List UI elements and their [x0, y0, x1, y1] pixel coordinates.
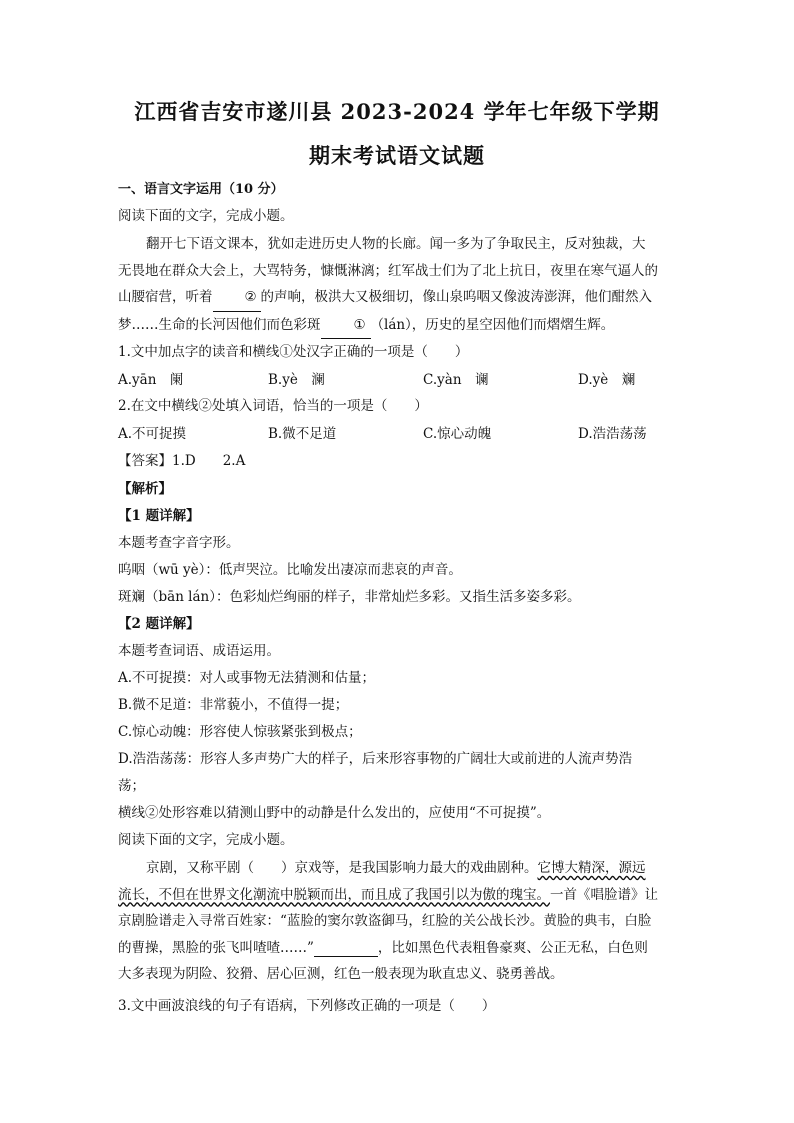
passage-1-part3: （lán），历史的星空因他们而熠熠生辉。 [370, 316, 615, 333]
question-2-detail-line: D.浩浩荡荡：形容人多声势广大的样子，后来形容事物的广阔壮大或前进的人流声势浩 [118, 751, 633, 767]
question-2-option-c: C.惊心动魄 [423, 426, 492, 442]
question-1-stem: 1.文中加点字的读音和横线①处汉字正确的一项是（ ） [118, 344, 469, 360]
analysis-heading: 【解析】 [118, 481, 172, 497]
question-1-option-c: C.yàn 谰 [423, 372, 489, 388]
passage-2-part3: ，比如黑色代表粗鲁豪爽、公正无私，白色则大多表现为阴险、狡猾、居心叵测，红色一般表现为耿直忠义、骁勇善战。 [118, 939, 648, 983]
wavy-underlined-sentence: 它博大精深，源远流长，不但在世界文化潮流中脱颖而出，而且成了我国引以为傲的瑰宝。 [118, 860, 646, 903]
question-2-stem: 2.在文中横线②处填入词语，恰当的一项是（ ） [118, 398, 428, 414]
question-2-detail-heading: 【2 题详解】 [118, 616, 200, 632]
question-2-detail-line: A.不可捉摸：对人或事物无法猜测和估量； [118, 670, 376, 686]
reading-instruction: 阅读下面的文字，完成小题。 [118, 208, 294, 224]
question-2-detail-line: C.惊心动魄：形容使人惊骇紧张到极点； [118, 724, 362, 740]
question-1-detail-line: 本题考查字音字形。 [118, 535, 240, 551]
blank-1: ① [321, 312, 371, 340]
blank-passage-2 [314, 940, 378, 957]
question-1-detail-line: 斑斓（bān lán）：色彩灿烂绚丽的样子，非常灿烂多彩。又指生活多姿多彩。 [118, 589, 581, 605]
question-2-option-d: D.浩浩荡荡 [578, 426, 647, 442]
passage-2-part1: 京剧，又称平剧（ ）京戏等，是我国影响力最大的戏曲剧种。 [146, 860, 538, 876]
document-title-line1: 江西省吉安市遂川县 2023-2024 学年七年级下学期 [134, 99, 660, 124]
passage-2 [118, 855, 658, 988]
question-1-option-d: D.yè 斓 [578, 372, 636, 388]
question-2-option-a: A.不可捉摸 [118, 426, 187, 442]
answer-line: 【答案】1.D 2.A [118, 453, 246, 469]
passage-1-part2: 的声响，极洪大又极细切，像山泉呜咽又像波涛澎湃，他们酣然入梦……生命的长河因他们而色彩斑 [118, 289, 652, 333]
question-1-detail-heading: 【1 题详解】 [118, 508, 200, 524]
question-2-option-b: B.微不足道 [268, 426, 337, 442]
question-3-stem: 3.文中画波浪线的句子有语病，下列修改正确的一项是（ ） [118, 998, 496, 1014]
passage-1 [118, 231, 658, 339]
question-2-detail-line: 横线②处形容难以猜测山野中的动静是什么发出的，应使用“不可捉摸”。 [118, 805, 551, 821]
reading-instruction-2: 阅读下面的文字，完成小题。 [118, 832, 294, 848]
question-1-option-b: B.yè 澜 [268, 372, 325, 388]
passage-1-part1: 翻开七下语文课本，犹如走进历史人物的长廊。闻一多为了争取民主，反对独裁，大无畏地在群众大会上，大骂特务，慷慨淋漓；红军战士们为了北上抗日，夜里在寒气逼人的山腰宿营，听着 [118, 236, 658, 306]
question-2-detail-line: 荡； [118, 778, 145, 794]
blank-2: ② [213, 284, 261, 312]
document-title-line2: 期末考试语文试题 [309, 143, 485, 168]
question-2-detail-line: 本题考查词语、成语运用。 [118, 643, 280, 659]
question-1-detail-line: 呜咽（wū yè）：低声哭泣。比喻发出凄凉而悲哀的声音。 [118, 562, 462, 578]
question-2-detail-line: B.微不足道：非常藐小，不值得一提； [118, 697, 349, 713]
question-1-option-a: A.yān 阑 [118, 372, 184, 388]
section-heading: 一、语言文字运用（10 分） [118, 182, 284, 197]
passage-2-part2: 一首《唱脸谱》让京剧脸谱走入寻常百姓家：“蓝脸的窦尔敦盗御马，红脸的关公战长沙。黄脸的典韦，白脸的曹操，黑脸的张飞叫喳喳……” [118, 886, 658, 956]
